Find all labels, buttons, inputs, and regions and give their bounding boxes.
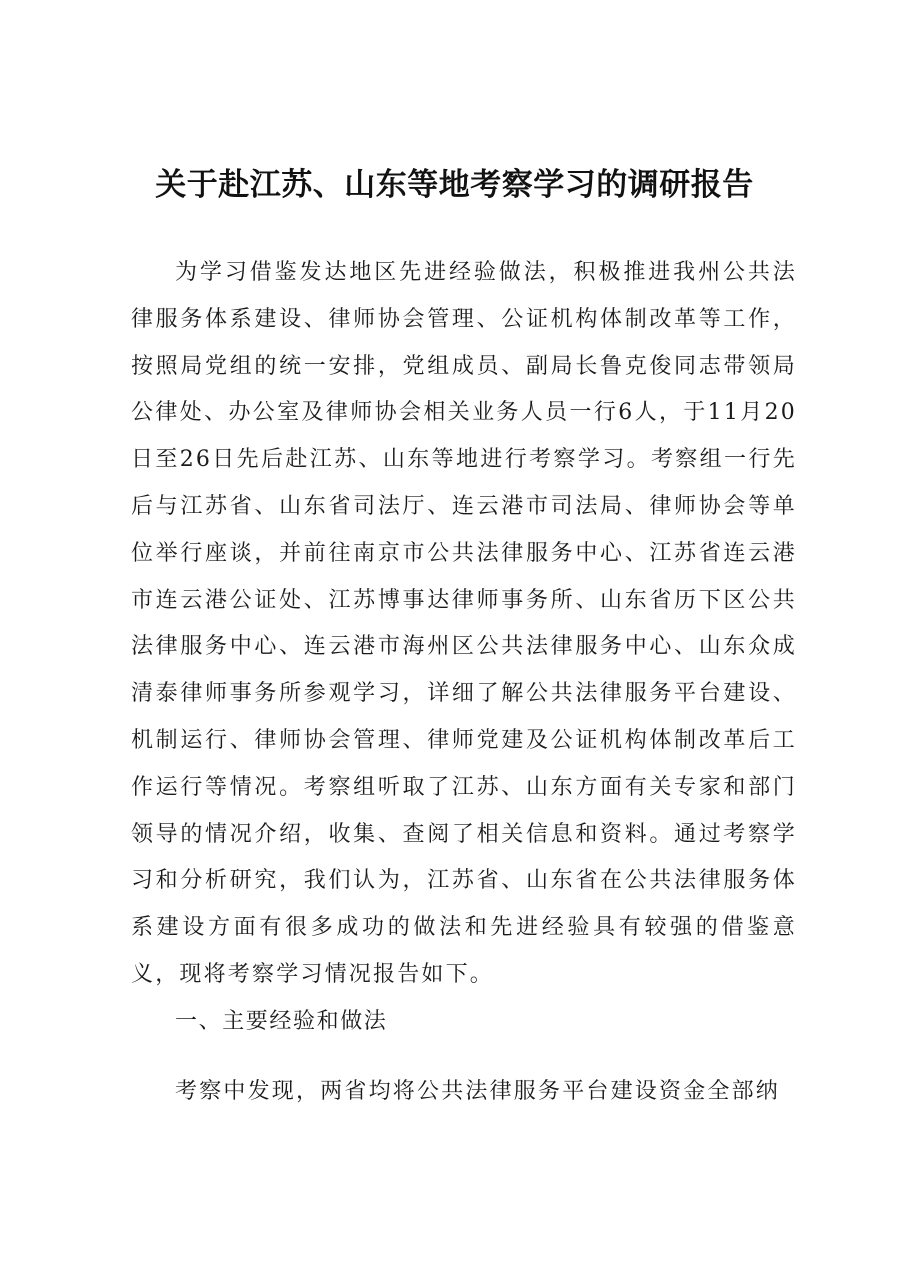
body-paragraph-section-one bbox=[131, 1069, 797, 1116]
document-title: 关于赴江苏、山东等地考察学习的调研报告 bbox=[155, 167, 754, 203]
body-paragraph-intro bbox=[131, 250, 797, 999]
paragraph-text: 为学习借鉴发达地区先进经验做法，积极推进我州公共法律服务体系建设、律师协会管理、公证机构体制改革等工作，按照局党组的统一安排，党组成员、副局长鲁克俊同志带领局公律处、办公室及律师协会相关业务人员一行6人，于11月20日至26日先后赴江苏、山东等地进行考察学习。考察组一行先后与江苏省、山东省司法厅、连云港市司法局、律师协会等单位举行座谈，并前往南京市公共法律服务中心、江苏省连云港市连云港公证处、江苏博事达律师事务所、山东省历下区公共法律服务中心、连云港市海州区公共法律服务中心、山东众成清泰律师事务所参观学习，详细了解公共法律服务平台建设、机制运行、律师协会管理、律师党建及公证机构体制改革后工作运行等情况。考察组听取了江苏、山东方面有关专家和部门领导的情况介绍，收集、查阅了相关信息和资料。通过考察学习和分析研究，我们认为，江苏省、山东省在公共法律服务体系建设方面有很多成功的做法和先进经验具有较强的借鉴意义，现将考察学习情况报告如下。 bbox=[131, 260, 797, 987]
section-heading bbox=[131, 999, 797, 1046]
section-heading-text: 一、主要经验和做法 bbox=[175, 1009, 388, 1034]
paragraph-text: 考察中发现，两省均将公共法律服务平台建设资金全部纳 bbox=[175, 1079, 781, 1104]
